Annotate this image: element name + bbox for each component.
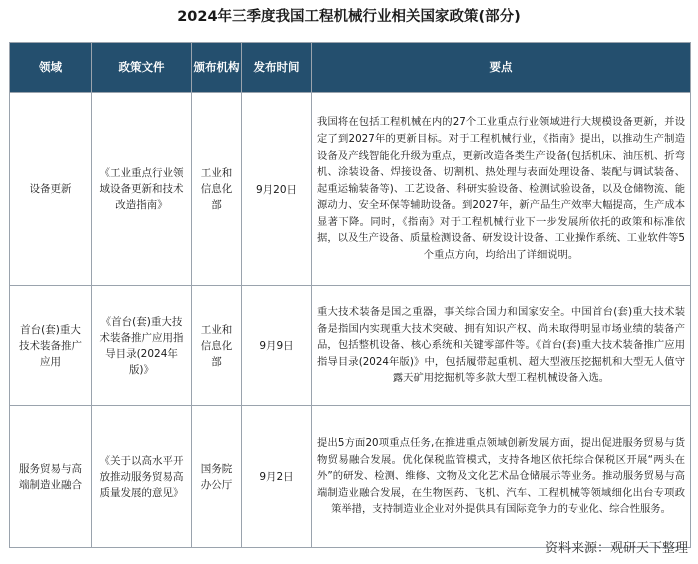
header-date: 发布时间 — [242, 43, 312, 93]
cell-issuer: 国务院办公厅 — [192, 406, 242, 548]
header-document: 政策文件 — [92, 43, 192, 93]
cell-domain: 服务贸易与高端制造业融合 — [10, 406, 92, 548]
cell-issuer: 工业和信息化部 — [192, 286, 242, 406]
cell-issuer: 工业和信息化部 — [192, 93, 242, 286]
table-row — [10, 406, 691, 548]
policy-table — [9, 42, 691, 548]
header-domain: 领域 — [10, 43, 92, 93]
cell-document: 《首台(套)重大技术装备推广应用指导目录(2024年版)》 — [92, 286, 192, 406]
page-title: 2024年三季度我国工程机械行业相关国家政策(部分) — [177, 9, 521, 25]
cell-date: 9月20日 — [242, 93, 312, 286]
table-header-row — [10, 43, 691, 93]
cell-points: 重大技术装备是国之重器，事关综合国力和国家安全。中国首台(套)重大技术装备是指国内实现重大技术突破、拥有知识产权、尚未取得明显市场业绩的装备产品，包括整机设备、核心系统和关键零部件等。《首台(套)重大技术装备推广应用指导目录(2024年版)》中，包括履带起重机、超大型液压挖掘机和大型无人值守露天矿用挖掘机等多款大型工程机械设备入选。 — [312, 286, 691, 406]
header-points: 要点 — [312, 43, 691, 93]
table-row — [10, 286, 691, 406]
cell-domain: 首台(套)重大技术装备推广应用 — [10, 286, 92, 406]
header-issuer: 颁布机构 — [192, 43, 242, 93]
cell-date: 9月2日 — [242, 406, 312, 548]
cell-points: 提出5方面20项重点任务,在推进重点领域创新发展方面，提出促进服务贸易与货物贸易融合发展。优化保税监管模式，支持各地区依托综合保税区开展“两头在外”的研发、检测、维修、文物及文化艺术品仓储展示等业务。推动服务贸易与高端制造业融合发展，在生物医药、飞机、汽车、工程机械等领域细化出台专项政策举措，支持制造业企业对外提供具有国际竞争力的专业化、综合性服务。 — [312, 406, 691, 548]
cell-date: 9月9日 — [242, 286, 312, 406]
cell-document: 《工业重点行业领域设备更新和技术改造指南》 — [92, 93, 192, 286]
cell-domain: 设备更新 — [10, 93, 92, 286]
cell-document: 《关于以高水平开放推动服务贸易高质量发展的意见》 — [92, 406, 192, 548]
cell-points: 我国将在包括工程机械在内的27个工业重点行业领域进行大规模设备更新，并设定了到2027年的更新目标。对于工程机械行业，《指南》提出，以推动生产制造设备及产线智能化升级为重点，更新改造各类生产设备(包括机床、油压机、折弯机、涂装设备、焊接设备、切割机、热处理与表面处理设备、装配与调试装备、起重运输装备等)、工艺设备、科研实验设备、检测试验设备，以及仓储物流、能源动力、安全环保等辅助设备。到2027年，新产品生产效率大幅提高，生产成本显著下降。同时，《指南》对于工程机械行业下一步发展所依托的政策和标准依据，以及生产设备、质量检测设备、研发设计设备、工业操作系统、工业软件等5个重点方向，均给出了详细说明。 — [312, 93, 691, 286]
table-row — [10, 93, 691, 286]
source-note: 资料来源：观研天下整理 — [544, 541, 688, 556]
